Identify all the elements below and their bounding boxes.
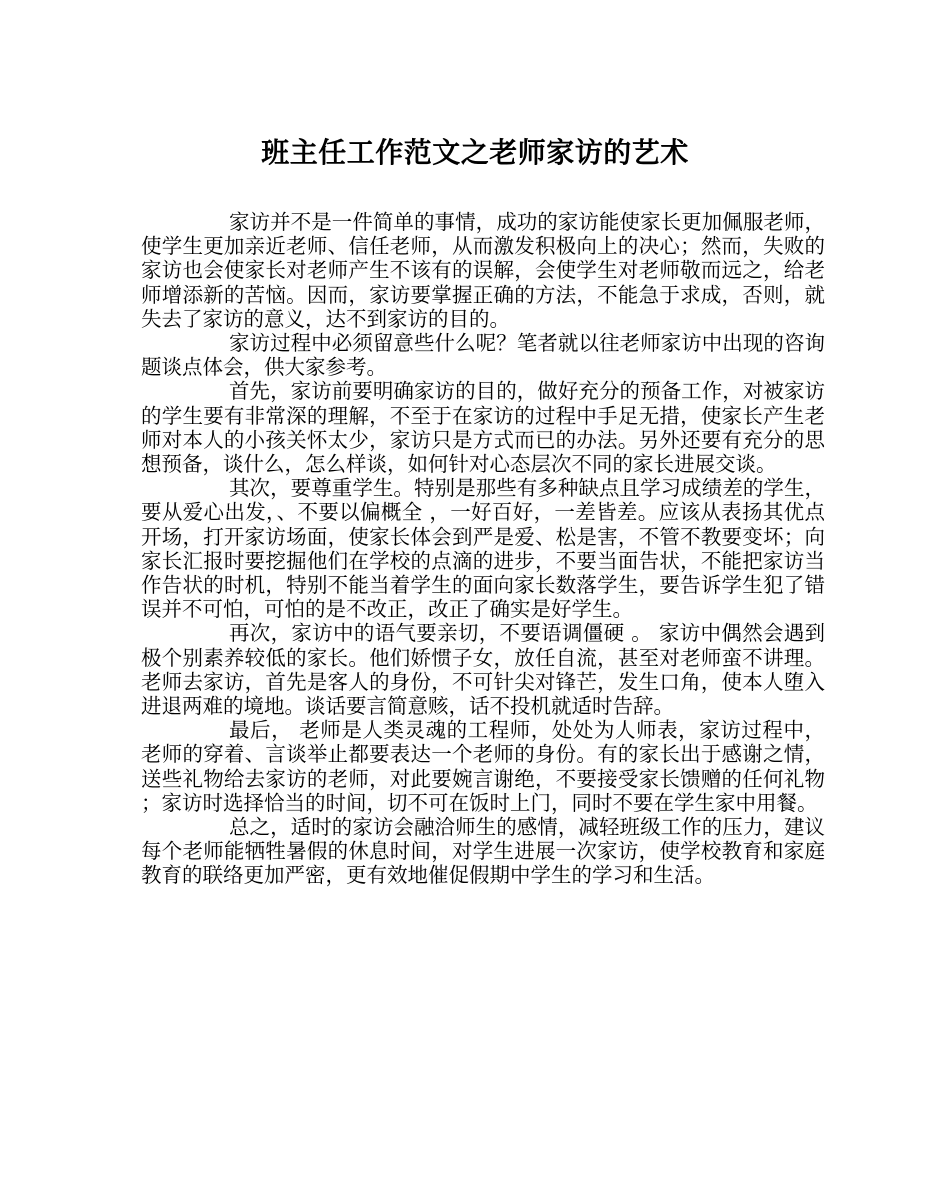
paragraph-question: 家访过程中必须留意些什么呢？笔者就以往老师家访中出现的咨询题谈点体会，供大家参考。 (141, 331, 825, 380)
paragraph-third: 再次，家访中的语气要亲切，不要语调僵硬 。 家访中偶然会遇到极个别素养较低的家长。他们娇惯子女，放任自流，甚至对老师蛮不讲理。老师去家访，首先是客人的身份，不可针尖对锋芒，发生口角，使本人堕入进退两难的境地。谈话要言简意赅，话不投机就适时告辞。 (141, 621, 825, 719)
paragraph-intro: 家访并不是一件简单的事情，成功的家访能使家长更加佩服老师，使学生更加亲近老师、信任老师，从而激发积极向上的决心；然而，失败的家访也会使家长对老师产生不该有的误解，会使学生对老师敬而远之，给老师增添新的苦恼。因而，家访要掌握正确的方法，不能急于求成，否则，就失去了家访的意义，达不到家访的目的。 (141, 210, 825, 331)
document-body (141, 210, 825, 888)
document-title: 班主任工作范文之老师家访的艺术 (261, 136, 689, 169)
paragraph-second: 其次，要尊重学生。特别是那些有多种缺点且学习成绩差的学生，要从爱心出发，、不要以偏概全 ，一好百好，一差皆差。应该从表扬其优点开场，打开家访场面，使家长体会到严是爱、松是害，不管不教要变坏；向家长汇报时要挖掘他们在学校的点滴的进步，不要当面告状，不能把家访当作告状的时机，特别不能当着学生的面向家长数落学生，要告诉学生犯了错误并不可怕，可怕的是不改正，改正了确实是好学生。 (141, 476, 825, 622)
paragraph-first: 首先，家访前要明确家访的目的，做好充分的预备工作，对被家访的学生要有非常深的理解，不至于在家访的过程中手足无措，使家长产生老师对本人的小孩关怀太少，家访只是方式而已的办法。另外还要有充分的思想预备，谈什么，怎么样谈，如何针对心态层次不同的家长进展交谈。 (141, 379, 825, 477)
paragraph-last: 最后， 老师是人类灵魂的工程师，处处为人师表，家访过程中，老师的穿着、言谈举止都要表达一个老师的身份。有的家长出于感谢之情，送些礼物给去家访的老师，对此要婉言谢绝，不要接受家长馈赠的任何礼物 ；家访时选择恰当的时间，切不可在饭时上门，同时不要在学生家中用餐。 (141, 718, 825, 815)
paragraph-conclusion: 总之，适时的家访会融洽师生的感情，减轻班级工作的压力，建议每个老师能牺牲暑假的休息时间，对学生进展一次家访，使学校教育和家庭教育的联络更加严密，更有效地催促假期中学生的学习和生活。 (141, 815, 825, 888)
